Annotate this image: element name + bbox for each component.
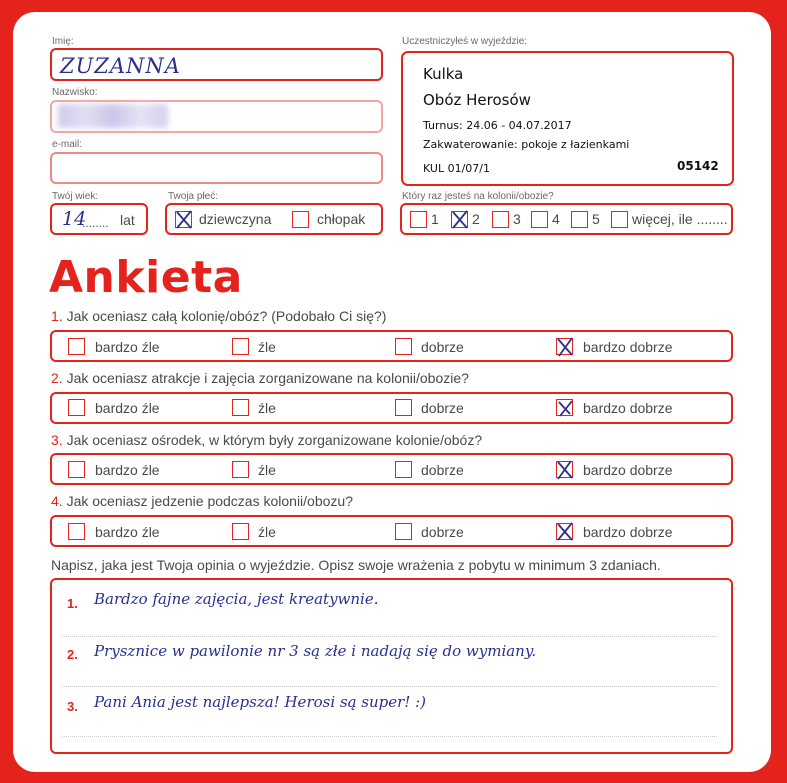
q3-good-label: dobrze xyxy=(421,462,464,478)
q1-bad-label: źle xyxy=(258,339,276,355)
q4-very-good-checkbox[interactable] xyxy=(556,523,573,540)
q4-bad-label: źle xyxy=(258,524,276,540)
surname-label: Nazwisko: xyxy=(52,87,98,98)
question-3 xyxy=(51,432,482,448)
question-2-text: Jak oceniasz atrakcje i zajęcia zorganizowane na kolonii/obozie? xyxy=(66,370,469,386)
answer-3-number: 3. xyxy=(67,699,78,714)
q2-very-good-checkbox[interactable] xyxy=(556,399,573,416)
age-field[interactable] xyxy=(50,203,148,235)
q2-very-good-label: bardzo dobrze xyxy=(583,400,673,416)
q3-very-good-checkbox[interactable] xyxy=(556,461,573,478)
times-4-label: 4 xyxy=(552,211,560,227)
q4-bad-checkbox[interactable] xyxy=(232,523,249,540)
question-4 xyxy=(51,493,353,509)
q4-very-good-label: bardzo dobrze xyxy=(583,524,673,540)
email-field[interactable] xyxy=(50,152,383,184)
q2-very-bad-checkbox[interactable] xyxy=(68,399,85,416)
opinion-rule xyxy=(62,736,717,737)
q4-good-checkbox[interactable] xyxy=(395,523,412,540)
question-1 xyxy=(51,308,386,324)
gender-female-label: dziewczyna xyxy=(199,211,272,227)
question-2 xyxy=(51,370,469,386)
opinion-rule xyxy=(62,686,717,687)
times-2-label: 2 xyxy=(472,211,480,227)
name-field[interactable] xyxy=(50,48,383,81)
q3-very-good-label: bardzo dobrze xyxy=(583,462,673,478)
times-label: Który raz jesteś na kolonii/obozie? xyxy=(402,191,554,202)
survey-title: Ankieta xyxy=(49,252,243,303)
answer-1-text: Bardzo fajne zajęcia, jest kreatywnie. xyxy=(94,590,379,608)
opinion-rule xyxy=(62,636,717,637)
camp-number: 05142 xyxy=(677,159,719,173)
times-more-checkbox[interactable] xyxy=(611,211,628,228)
camp-code: KUL 01/07/1 xyxy=(423,162,490,175)
q4-very-bad-checkbox[interactable] xyxy=(68,523,85,540)
question-2-number: 2. xyxy=(51,370,63,386)
times-2-checkbox[interactable] xyxy=(451,211,468,228)
question-3-text: Jak oceniasz ośrodek, w którym były zorganizowane kolonie/obóz? xyxy=(66,432,483,448)
email-label: e-mail: xyxy=(52,139,83,150)
camp-turnus: Turnus: 24.06 - 04.07.2017 xyxy=(423,119,572,132)
q3-bad-checkbox[interactable] xyxy=(232,461,249,478)
question-1-number: 1. xyxy=(51,308,63,324)
gender-male-label: chłopak xyxy=(317,211,366,227)
q1-very-good-label: bardzo dobrze xyxy=(583,339,673,355)
gender-label: Twoja płeć: xyxy=(168,191,219,202)
age-value: 14 xyxy=(62,208,87,230)
opinion-prompt: Napisz, jaka jest Twoja opinia o wyjeździe. Opisz swoje wrażenia z pobytu w minimum 3 zdaniach. xyxy=(51,557,661,573)
times-1-checkbox[interactable] xyxy=(410,211,427,228)
answer-2-text: Prysznice w pawilonie nr 3 są złe i nadają się do wymiany. xyxy=(94,642,537,660)
q3-very-bad-checkbox[interactable] xyxy=(68,461,85,478)
answer-2-number: 2. xyxy=(67,647,78,662)
q3-good-checkbox[interactable] xyxy=(395,461,412,478)
q1-good-label: dobrze xyxy=(421,339,464,355)
q3-very-bad-label: bardzo źle xyxy=(95,462,160,478)
answer-3-text: Pani Ania jest najlepsza! Herosi są super! :) xyxy=(94,693,427,711)
gender-male-checkbox[interactable] xyxy=(292,211,309,228)
times-4-checkbox[interactable] xyxy=(531,211,548,228)
q3-bad-label: źle xyxy=(258,462,276,478)
q1-bad-checkbox[interactable] xyxy=(232,338,249,355)
times-1-label: 1 xyxy=(431,211,439,227)
q1-very-bad-label: bardzo źle xyxy=(95,339,160,355)
name-label: Imię: xyxy=(52,36,74,47)
camp-line1: Kulka xyxy=(423,65,464,83)
q4-very-bad-label: bardzo źle xyxy=(95,524,160,540)
q2-bad-label: źle xyxy=(258,400,276,416)
redacted-surname xyxy=(58,104,168,128)
q2-good-checkbox[interactable] xyxy=(395,399,412,416)
times-3-checkbox[interactable] xyxy=(492,211,509,228)
q1-very-bad-checkbox[interactable] xyxy=(68,338,85,355)
q2-bad-checkbox[interactable] xyxy=(232,399,249,416)
question-4-text: Jak oceniasz jedzenie podczas kolonii/obozu? xyxy=(66,493,353,509)
q2-good-label: dobrze xyxy=(421,400,464,416)
age-dots: ........ xyxy=(82,216,109,230)
age-label: Twój wiek: xyxy=(52,191,99,202)
times-3-label: 3 xyxy=(513,211,521,227)
camp-line2: Obóz Herosów xyxy=(423,91,531,109)
gender-female-checkbox[interactable] xyxy=(175,211,192,228)
q1-good-checkbox[interactable] xyxy=(395,338,412,355)
times-5-checkbox[interactable] xyxy=(571,211,588,228)
age-unit: lat xyxy=(120,212,135,228)
question-4-number: 4. xyxy=(51,493,63,509)
answer-1-number: 1. xyxy=(67,596,78,611)
participation-label: Uczestniczyłeś w wyjeździe: xyxy=(402,36,528,47)
times-5-label: 5 xyxy=(592,211,600,227)
name-value: ZUZANNA xyxy=(60,54,181,78)
camp-stamp xyxy=(401,51,734,186)
question-3-number: 3. xyxy=(51,432,63,448)
q4-good-label: dobrze xyxy=(421,524,464,540)
q2-very-bad-label: bardzo źle xyxy=(95,400,160,416)
question-1-text: Jak oceniasz całą kolonię/obóz? (Podobało Ci się?) xyxy=(66,308,387,324)
q1-very-good-checkbox[interactable] xyxy=(556,338,573,355)
times-more-label: więcej, ile ........ xyxy=(632,211,728,227)
camp-accommodation: Zakwaterowanie: pokoje z łazienkami xyxy=(423,138,630,151)
